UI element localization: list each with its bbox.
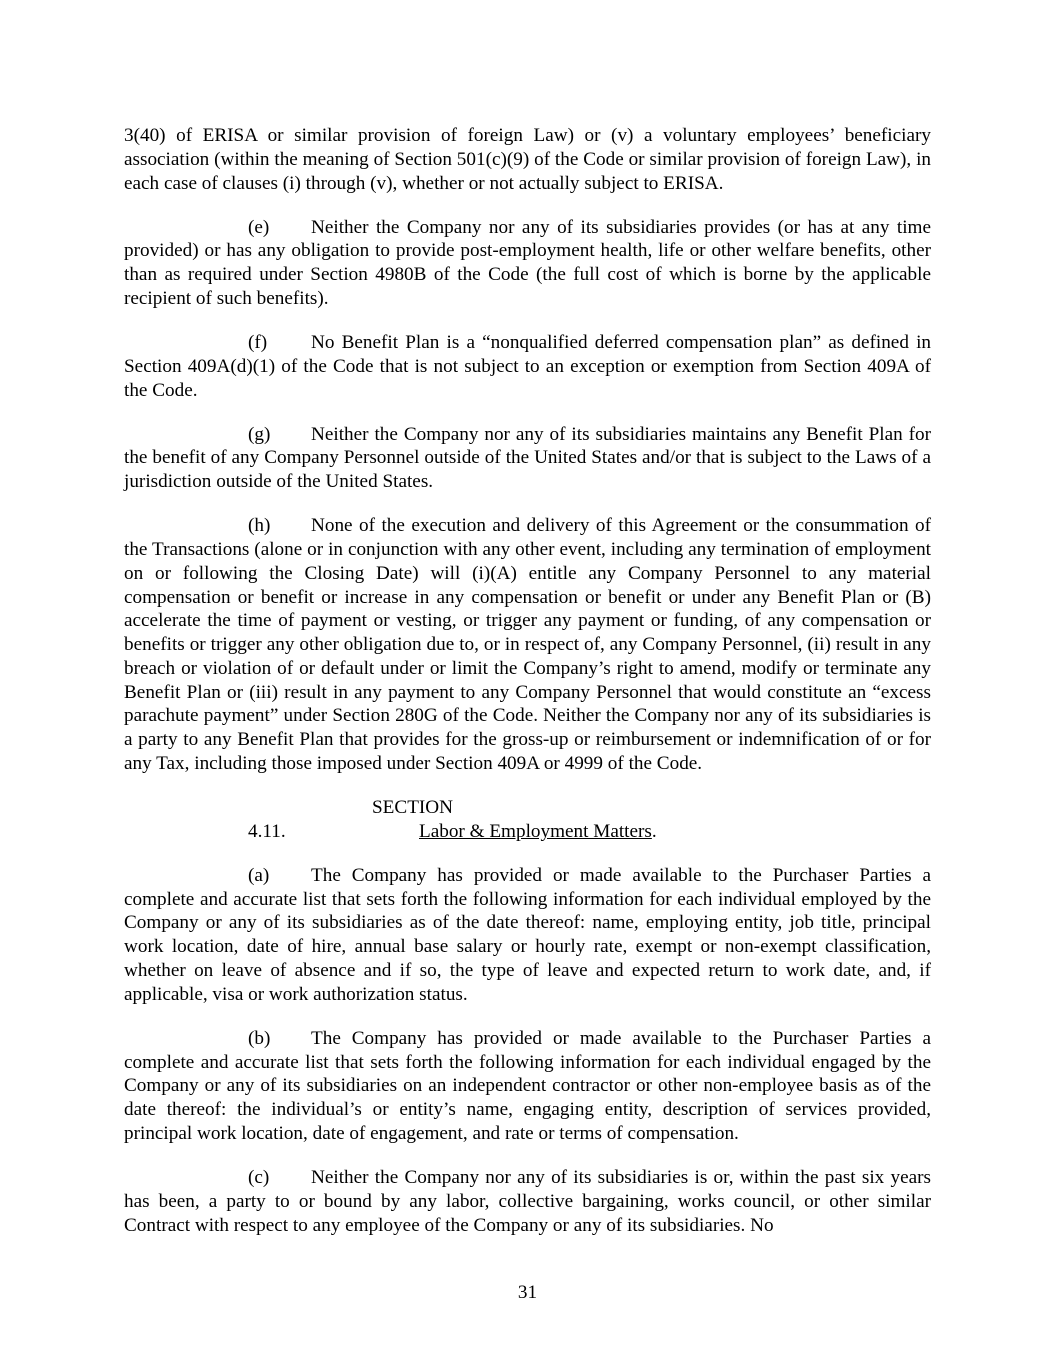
document-page bbox=[124, 124, 931, 1258]
clause-text: The Company has provided or made available to the Purchaser Parties a complete and accurate list that sets forth the following information for each individual employed by the Company or any of its subsidiaries as of the date thereof: name, employing entity, job title, principal work location, date of hire, annual base salary or hourly rate, exempt or non-exempt classification, whether on leave of absence and if so, the type of leave and expected return to work date, and, if applicable, visa or work authorization status. bbox=[124, 864, 931, 1005]
page-number: 31 bbox=[517, 1282, 538, 1303]
clause-marker: (h) bbox=[248, 515, 271, 537]
clause-text: Neither the Company nor any of its subsidiaries is or, within the past six years has been, a party to or bound by any labor, collective bargaining, works council, or other similar Contract with respect to any employee of the Company or any of its subsidiaries. No bbox=[124, 1166, 931, 1236]
clause-marker: (g) bbox=[248, 423, 271, 445]
clause-text: None of the execution and delivery of this Agreement or the consummation of the Transactions (alone or in conjunction with any other event, including any termination of employment on or following the Closing Date) will (i)(A) entitle any Company Personnel to any material compensation or benefit or increase in any compensation or benefit or under any Benefit Plan or (B) accelerate the time of payment or vesting, or trigger any payment or funding, of any compensation or benefits or trigger any other obligation due to, or in respect of, any Company Personnel, (ii) result in any breach or violation of or default under or limit the Company’s right to amend, modify or terminate any Benefit Plan or (iii) result in any payment to any Company Personnel that would constitute an “excess parachute payment” under Section 280G of the Code. Neither the Company nor any of its subsidiaries is a party to any Benefit Plan that provides for the gross-up or reimbursement or indemnification of or for any Tax, including those imposed under Section 409A or 4999 of the Code. bbox=[124, 515, 931, 775]
clause-text: The Company has provided or made available to the Purchaser Parties a complete and accurate list that sets forth the following information for each individual engaged by the Company or any of its subsidiaries on an independent contractor or other non-employee basis as of the date thereof: the individual’s or entity’s name, engaging entity, description of services provided, principal work location, date of engagement, and rate or terms of compensation. bbox=[124, 1027, 931, 1144]
clause-e bbox=[124, 216, 931, 311]
clause-marker: (c) bbox=[248, 1166, 270, 1188]
clause-g bbox=[124, 423, 931, 494]
clause-marker: (b) bbox=[248, 1027, 271, 1049]
section-heading bbox=[124, 796, 931, 844]
clause-f bbox=[124, 331, 931, 402]
section-title-period: . bbox=[651, 820, 657, 842]
clause-marker: (a) bbox=[248, 864, 270, 886]
clause-marker: (e) bbox=[248, 216, 270, 238]
clause-text: No Benefit Plan is a “nonqualified deferred compensation plan” as defined in Section 409A(d)(1) of the Code that is not subject to an exception or exemption from Section 409A of the Code. bbox=[124, 331, 931, 401]
section-number: SECTION 4.11. bbox=[248, 797, 454, 842]
clause-b bbox=[124, 1027, 931, 1146]
clause-c bbox=[124, 1166, 931, 1237]
clause-marker: (f) bbox=[248, 331, 268, 353]
clause-text: Neither the Company nor any of its subsidiaries maintains any Benefit Plan for the benefit of any Company Personnel outside of the United States and/or that is subject to the Laws of a jurisdiction outside of the United States. bbox=[124, 423, 931, 493]
clause-text: Neither the Company nor any of its subsidiaries provides (or has at any time provided) or has any obligation to provide post-employment health, life or other welfare benefits, other than as required under Section 4980B of the Code (the full cost of which is borne by the applicable recipient of such benefits). bbox=[124, 216, 931, 309]
clause-h bbox=[124, 514, 931, 776]
intro-paragraph: 3(40) of ERISA or similar provision of foreign Law) or (v) a voluntary employees’ beneficiary association (within the meaning of Section 501(c)(9) of the Code or similar provision of foreign Law), in each case of clauses (i) through (v), whether or not actually subject to ERISA. bbox=[124, 125, 931, 194]
section-title: Labor & Employment Matters bbox=[419, 820, 652, 842]
clause-a bbox=[124, 864, 931, 1007]
